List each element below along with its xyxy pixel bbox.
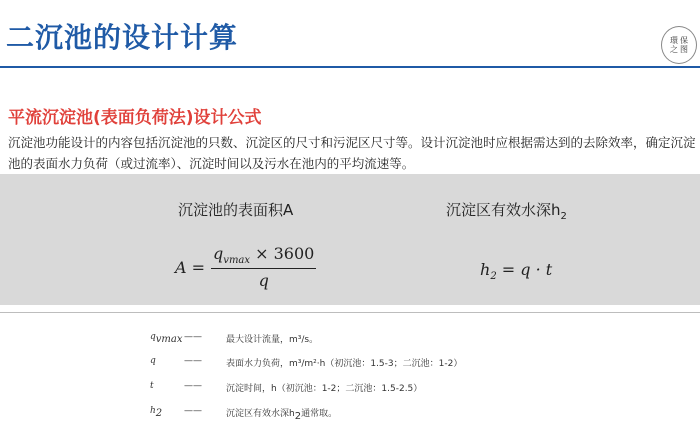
logo-char: 之 bbox=[670, 45, 678, 54]
title-divider bbox=[0, 66, 700, 68]
area-formula-label: 沉淀池的表面积A bbox=[178, 201, 294, 219]
logo-char: 環 bbox=[670, 36, 678, 45]
definition-text: 表面水力负荷，m³/m²·h（初沉池：1.5-3；二沉池：1-2） bbox=[226, 359, 463, 369]
definition-symbol: $h_2$ bbox=[150, 406, 163, 419]
definition-text: 沉淀时间，h（初沉池：1-2；二沉池：1.5-2.5） bbox=[226, 384, 423, 394]
section-subtitle: 平流沉淀池(表面负荷法)设计公式 bbox=[8, 108, 262, 128]
area-fraction bbox=[211, 244, 316, 290]
depth-rest: = q · t bbox=[496, 260, 553, 279]
definition-symbol: $q_{vmax}$ bbox=[150, 332, 183, 345]
definition-text: 最大设计流量，m³/s。 bbox=[226, 335, 319, 345]
numerator-var: q bbox=[213, 244, 224, 263]
depth-var: h bbox=[480, 260, 491, 279]
definition-text: 沉淀区有效水深$h_2$通常取。 bbox=[226, 409, 338, 422]
page-title: 二沉池的设计计算 bbox=[6, 21, 239, 54]
numerator-sub: vmax bbox=[223, 255, 251, 267]
title-bar bbox=[0, 0, 700, 66]
depth-label-main: 沉淀区有效水深h bbox=[446, 201, 561, 219]
depth-sub: 2 bbox=[490, 271, 497, 283]
area-formula bbox=[175, 244, 316, 290]
definition-dash: —— bbox=[184, 381, 202, 391]
depth-formula-label bbox=[446, 199, 567, 222]
definition-dash: —— bbox=[184, 332, 202, 342]
section-description: 沉淀池功能设计的内容包括沉淀池的只数、沉淀区的尺寸和污泥区尺寸等。设计沉淀池时应根据需达到的去除效率，确定沉淀池的表面水力负荷（或过流率）、沉淀时间以及污水在池内的平均流速等。 bbox=[8, 135, 696, 171]
divider bbox=[0, 312, 700, 313]
definition-row bbox=[0, 356, 700, 372]
area-fraction-denominator: q bbox=[258, 271, 269, 291]
definition-symbol: t bbox=[150, 381, 154, 391]
formula-panel bbox=[0, 174, 700, 305]
definition-row bbox=[0, 381, 700, 397]
definition-row bbox=[0, 406, 700, 422]
definition-dash: —— bbox=[184, 356, 202, 366]
area-formula-lhs: A = bbox=[175, 257, 206, 277]
logo-char: 图 bbox=[680, 45, 688, 54]
definition-symbol: q bbox=[150, 356, 156, 366]
definition-row bbox=[0, 332, 700, 348]
area-fraction-numerator bbox=[211, 244, 316, 269]
logo-char: 保 bbox=[680, 36, 688, 45]
depth-formula bbox=[480, 260, 552, 282]
depth-label-sub: 2 bbox=[560, 211, 567, 222]
numerator-rest: × 3600 bbox=[250, 244, 315, 263]
logo bbox=[661, 26, 697, 64]
definition-dash: —— bbox=[184, 406, 202, 416]
